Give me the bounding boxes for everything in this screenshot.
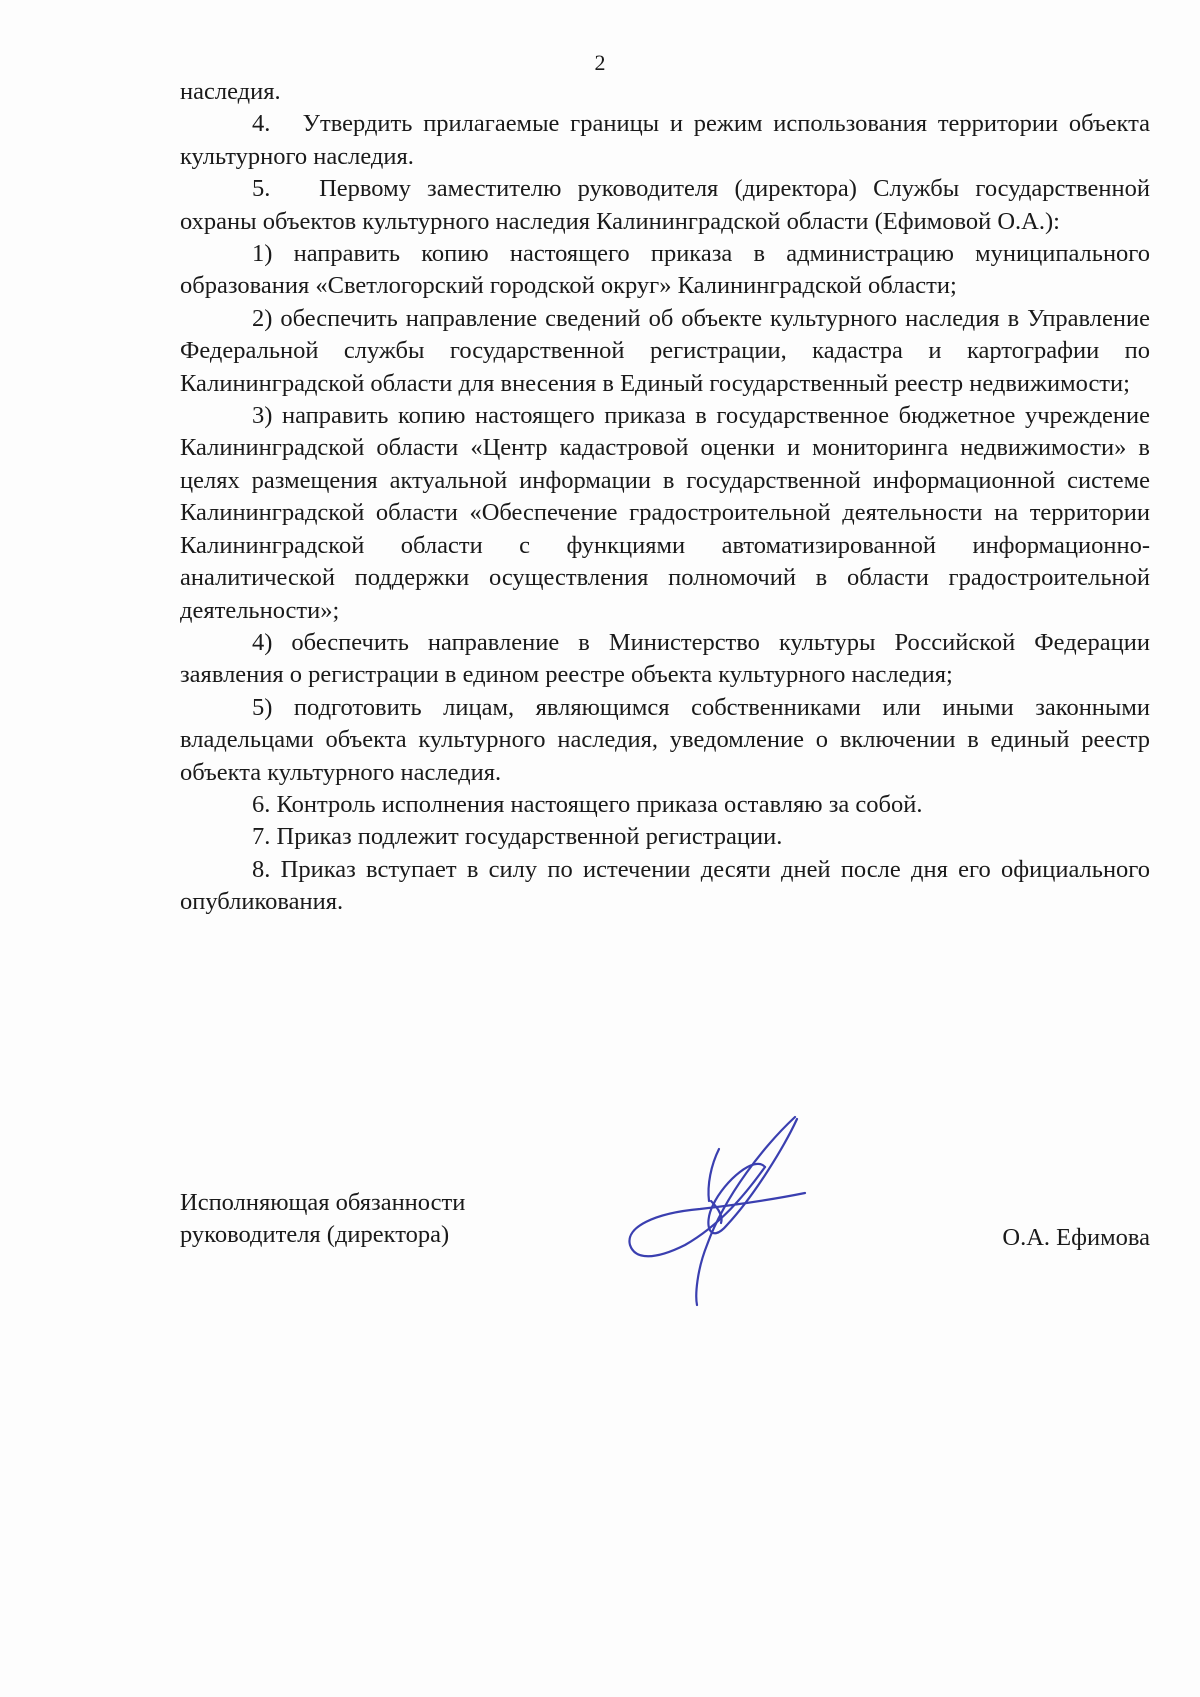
subitem-5: 5) подготовить лицам, являющимся собственниками или иными законными владельцами объекта культурного наследия, уведомление о включении в единый реестр объекта культурного наследия. [180,693,1150,786]
page-number: 2 [594,50,606,75]
signer-position-line2: руководителя (директора) [180,1221,450,1248]
paragraph-item-6: 6. Контроль исполнения настоящего приказа оставляю за собой. [252,790,923,818]
paragraph-item-5: 5. Первому заместителю руководителя (директора) Службы государственной охраны объектов культурного наследия Калининградской области (Ефимовой О.А.): [180,175,1150,235]
signer-name: О.А. Ефимова [1002,1224,1150,1251]
handwritten-signature [615,1105,815,1315]
subitem-3: 3) направить копию настоящего приказа в государственное бюджетное учреждение Калининградской области «Центр кадастровой оценки и мониторинга недвижимости» в целях размещения актуальной информации в государственной информационной системе Калининградской области «Обеспечение градостроительной деятельности на территории Калининградской области с функциями автоматизированной информационно-аналитической поддержки осуществления полномочий в области градостроительной деятельности»; [180,402,1150,624]
subitem-1: 1) направить копию настоящего приказа в администрацию муниципального образования «Светлогорский городской округ» Калининградской области; [180,240,1150,300]
paragraph-item-8: 8. Приказ вступает в силу по истечении десяти дней после дня его официального опубликования. [180,855,1150,916]
signer-position-line1: Исполняющая обязанности [180,1189,466,1216]
paragraph-item-7: 7. Приказ подлежит государственной регистрации. [252,823,783,851]
subitem-2: 2) обеспечить направление сведений об объекте культурного наследия в Управление Федеральной службы государственной регистрации, кадастра и картографии по Калининградской области для внесения в Единый государственный реестр недвижимости; [180,304,1150,397]
paragraph-item-4: 4. Утвердить прилагаемые границы и режим использования территории объекта культурного наследия. [180,110,1150,170]
document-body [180,76,1150,919]
paragraph: наследия. [180,78,281,105]
subitem-4: 4) обеспечить направление в Министерство культуры Российской Федерации заявления о регистрации в едином реестре объекта культурного наследия; [180,628,1150,689]
signer-position [180,1187,465,1251]
